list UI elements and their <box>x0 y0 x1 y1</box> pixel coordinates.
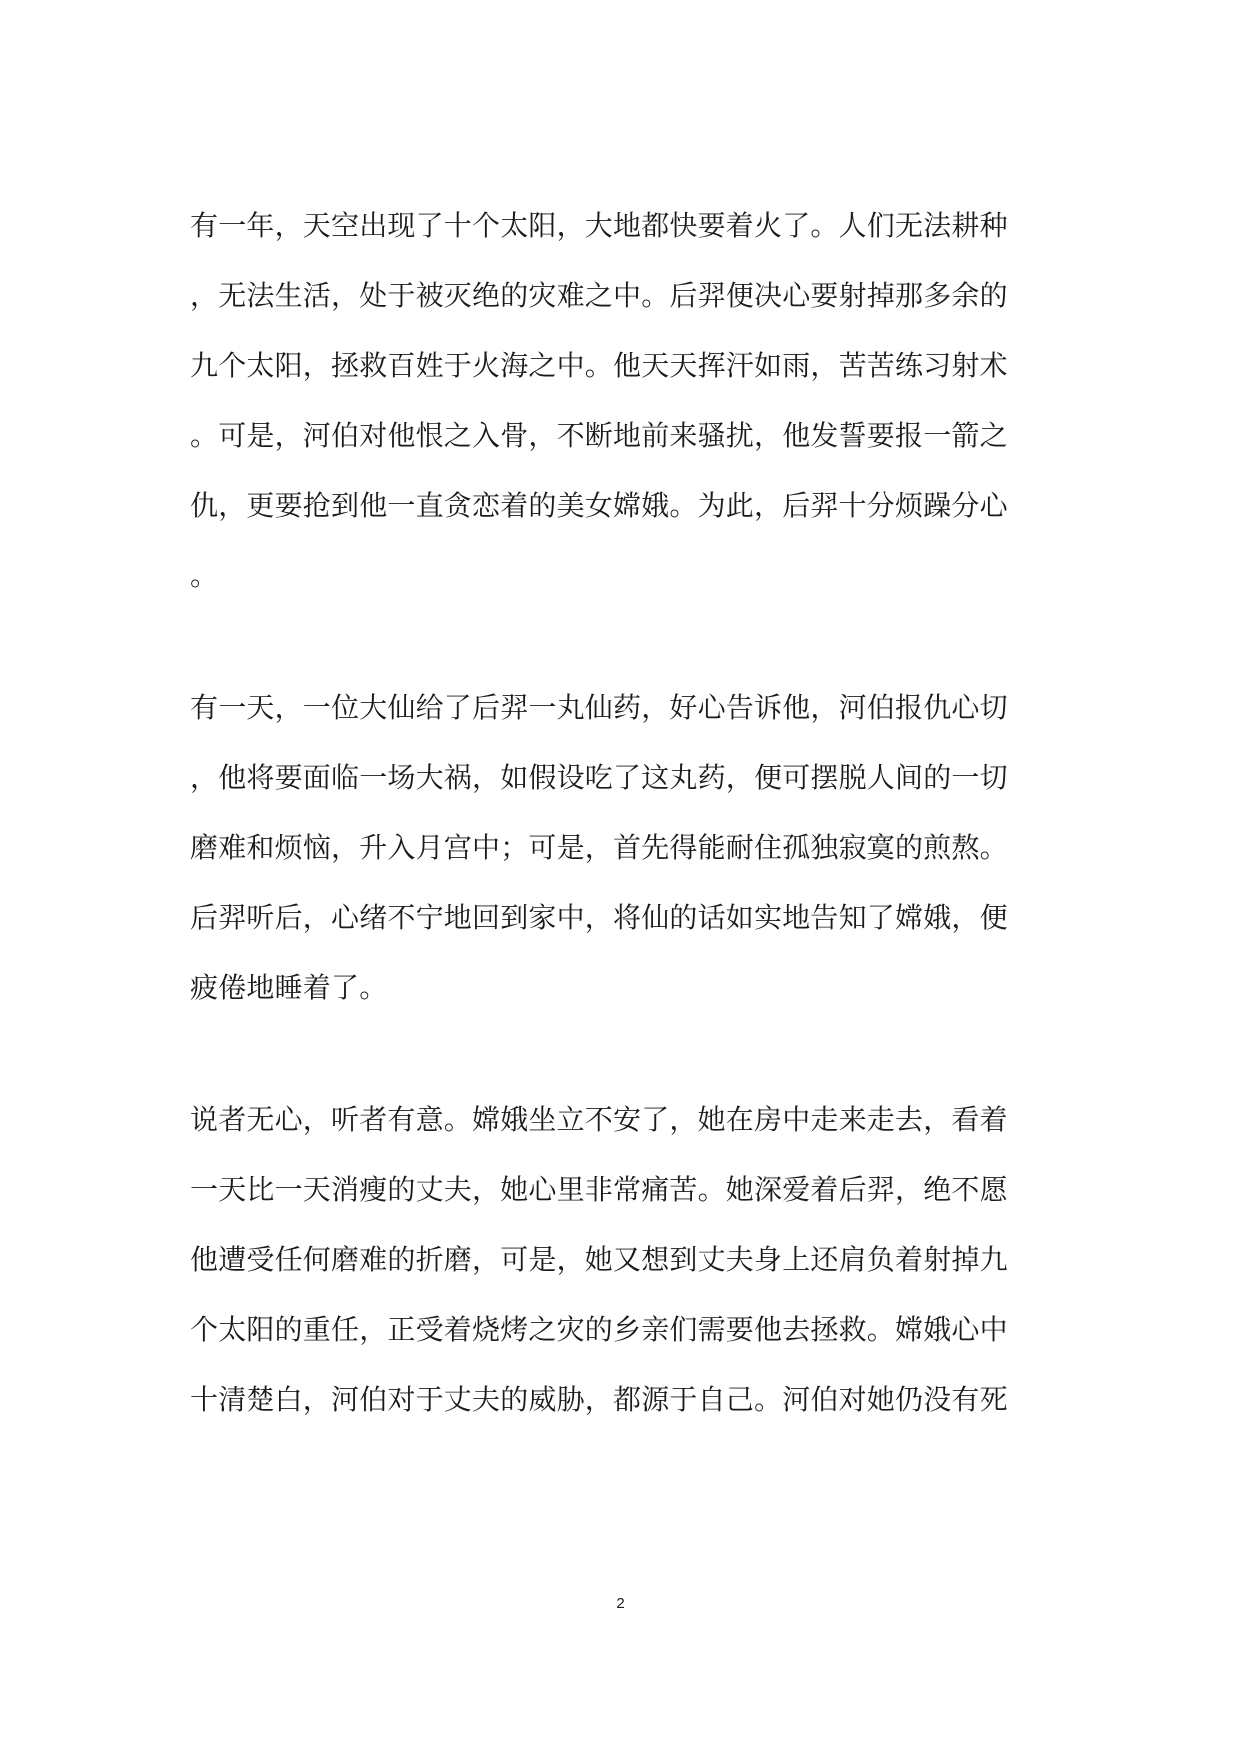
paragraph-2-line-2: ，他将要面临一场大祸，如假设吃了这丸药，便可摆脱人间的一切 <box>190 761 1008 794</box>
paragraph-2-line-5: 疲倦地睡着了。 <box>190 971 388 1004</box>
paragraph-3-line-3: 他遭受任何磨难的折磨，可是，她又想到丈夫身上还肩负着射掉九 <box>190 1243 1008 1276</box>
paragraph-1-line-3: 九个太阳，拯救百姓于火海之中。他天天挥汗如雨，苦苦练习射术 <box>190 349 1008 382</box>
paragraph-1-line-6: 。 <box>190 559 219 592</box>
paragraph-1-line-5: 仇，更要抢到他一直贪恋着的美女嫦娥。为此，后羿十分烦躁分心 <box>190 489 1008 522</box>
paragraph-1-line-4: 。可是，河伯对他恨之入骨，不断地前来骚扰，他发誓要报一箭之 <box>190 419 1008 452</box>
paragraph-2-line-4: 后羿听后，心绪不宁地回到家中，将仙的话如实地告知了嫦娥，便 <box>190 901 1008 934</box>
paragraph-2-line-1: 有一天，一位大仙给了后羿一丸仙药，好心告诉他，河伯报仇心切 <box>190 691 1008 724</box>
paragraph-3-line-4: 个太阳的重任，正受着烧烤之灾的乡亲们需要他去拯救。嫦娥心中 <box>190 1313 1008 1346</box>
paragraph-1-line-1: 有一年，天空出现了十个太阳，大地都快要着火了。人们无法耕种 <box>190 209 1008 242</box>
paragraph-3-line-2: 一天比一天消瘦的丈夫，她心里非常痛苦。她深爱着后羿，绝不愿 <box>190 1173 1008 1206</box>
paragraph-2-line-3: 磨难和烦恼，升入月宫中；可是，首先得能耐住孤独寂寞的煎熬。 <box>190 831 1008 864</box>
paragraph-1-line-2: ，无法生活，处于被灭绝的灾难之中。后羿便决心要射掉那多余的 <box>190 279 1008 312</box>
paragraph-3-line-1: 说者无心，听者有意。嫦娥坐立不安了，她在房中走来走去，看着 <box>190 1103 1008 1136</box>
page-number: 2 <box>616 1595 625 1612</box>
paragraph-3-line-5: 十清楚白，河伯对于丈夫的威胁，都源于自己。河伯对她仍没有死 <box>190 1383 1008 1416</box>
